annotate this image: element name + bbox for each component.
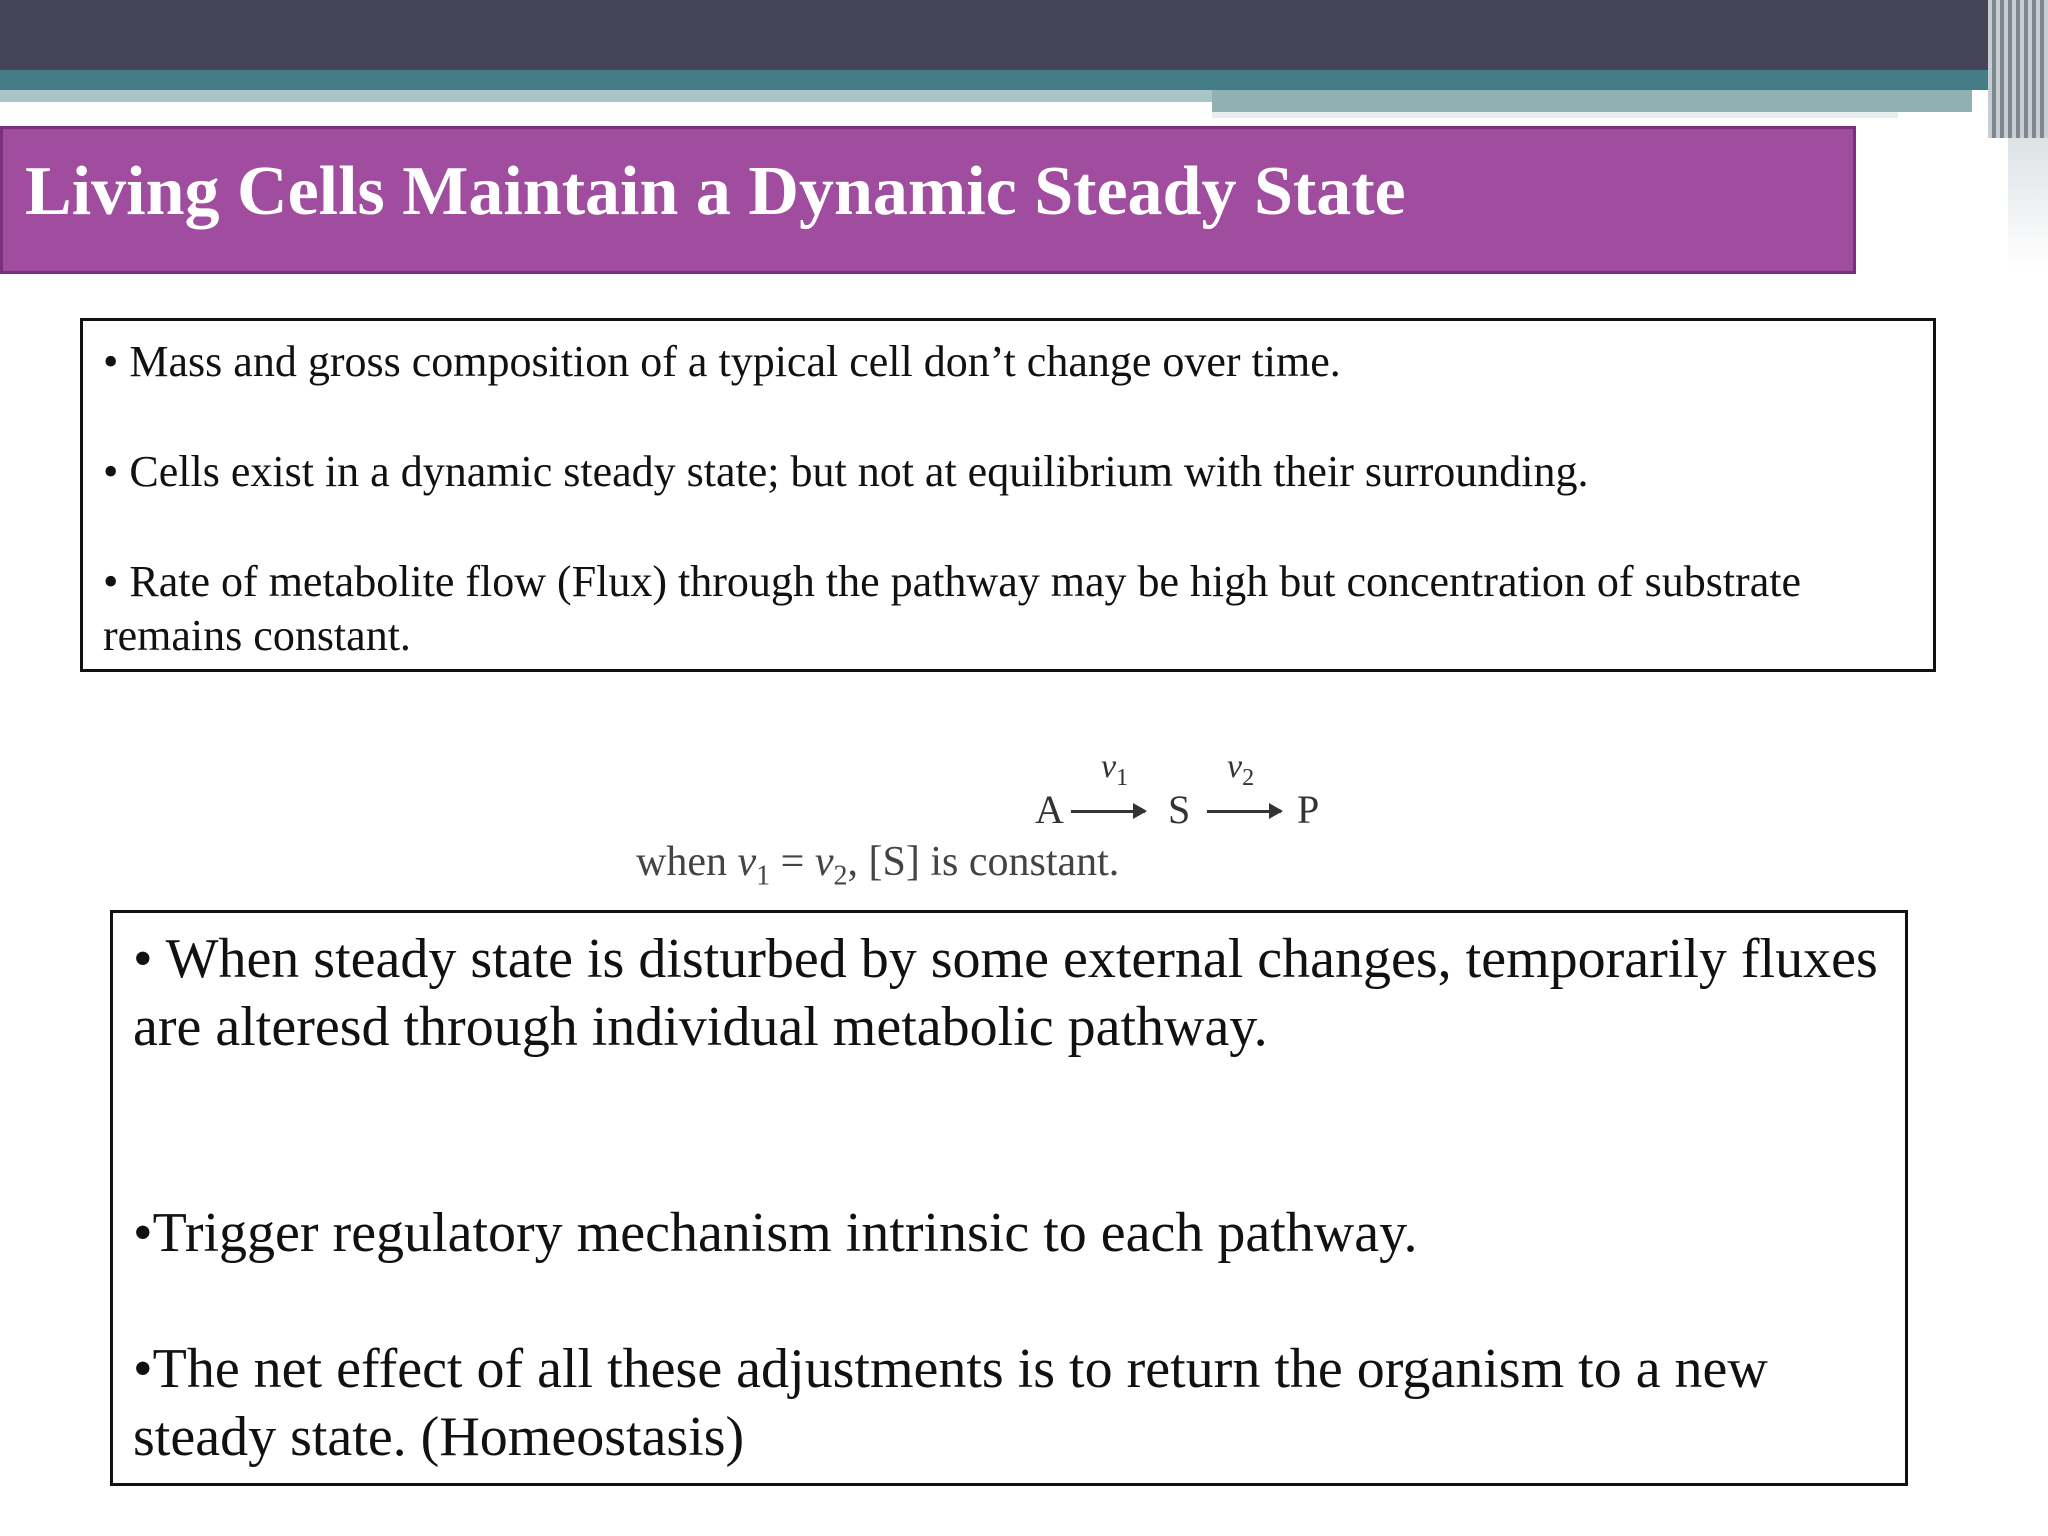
intermediate-s: S bbox=[1168, 787, 1191, 832]
arrow-icon bbox=[1207, 810, 1281, 813]
condition-v2: v bbox=[814, 839, 834, 885]
slide-title: Living Cells Maintain a Dynamic Steady State bbox=[25, 153, 1406, 230]
slide-teal-band bbox=[0, 70, 2048, 90]
reaction-scheme bbox=[1035, 748, 1355, 832]
arrow-icon bbox=[1071, 810, 1145, 813]
slide-accent-line bbox=[1212, 112, 1898, 118]
rate-v1-symbol: v bbox=[1101, 748, 1117, 785]
rate-v1 bbox=[1101, 748, 1128, 792]
slide-light-band-right bbox=[1212, 90, 1972, 112]
rate-v2 bbox=[1227, 748, 1254, 792]
bullet-homeostasis: •The net effect of all these adjustments is to return the organism to a new steady state. (Homeostasis) bbox=[133, 1338, 1768, 1468]
condition-v1: v bbox=[737, 839, 757, 885]
condition-suffix: , [S] is constant. bbox=[847, 839, 1120, 885]
bullet-regulatory-mechanism: •Trigger regulatory mechanism intrinsic to each pathway. bbox=[133, 1202, 1418, 1264]
rate-v2-symbol: v bbox=[1227, 748, 1243, 785]
title-bar bbox=[0, 126, 1856, 274]
bullet-mass-composition: • Mass and gross composition of a typical cell don’t change over time. bbox=[103, 337, 1341, 386]
condition-equals: = bbox=[770, 839, 815, 885]
rate-v2-index: 2 bbox=[1242, 764, 1255, 791]
slide-light-band bbox=[0, 90, 1212, 102]
condition-v1-index: 1 bbox=[756, 860, 771, 892]
slide-right-fade bbox=[2008, 138, 2048, 268]
bullet-dynamic-steady-state: • Cells exist in a dynamic steady state; but not at equilibrium with their surrounding. bbox=[103, 447, 1589, 496]
reaction-equation bbox=[600, 720, 1500, 900]
condition-v2-index: 2 bbox=[833, 860, 848, 892]
steady-state-condition bbox=[636, 838, 1119, 892]
condition-prefix: when bbox=[636, 839, 738, 885]
slide-right-stripes bbox=[1988, 0, 2048, 138]
bottom-bullet-box bbox=[110, 910, 1908, 1486]
bullet-disturbed-state: • When steady state is disturbed by some external changes, temporarily fluxes are alteresd through individual metabolic pathway. bbox=[133, 928, 1878, 1058]
slide-top-bar bbox=[0, 0, 2048, 70]
rate-v1-index: 1 bbox=[1116, 764, 1129, 791]
reactant-a: A bbox=[1035, 787, 1064, 832]
product-p: P bbox=[1297, 787, 1320, 832]
top-bullet-box bbox=[80, 318, 1936, 672]
bullet-metabolite-flux: • Rate of metabolite flow (Flux) through the pathway may be high but concentration of substrate remains constant. bbox=[103, 557, 1801, 660]
